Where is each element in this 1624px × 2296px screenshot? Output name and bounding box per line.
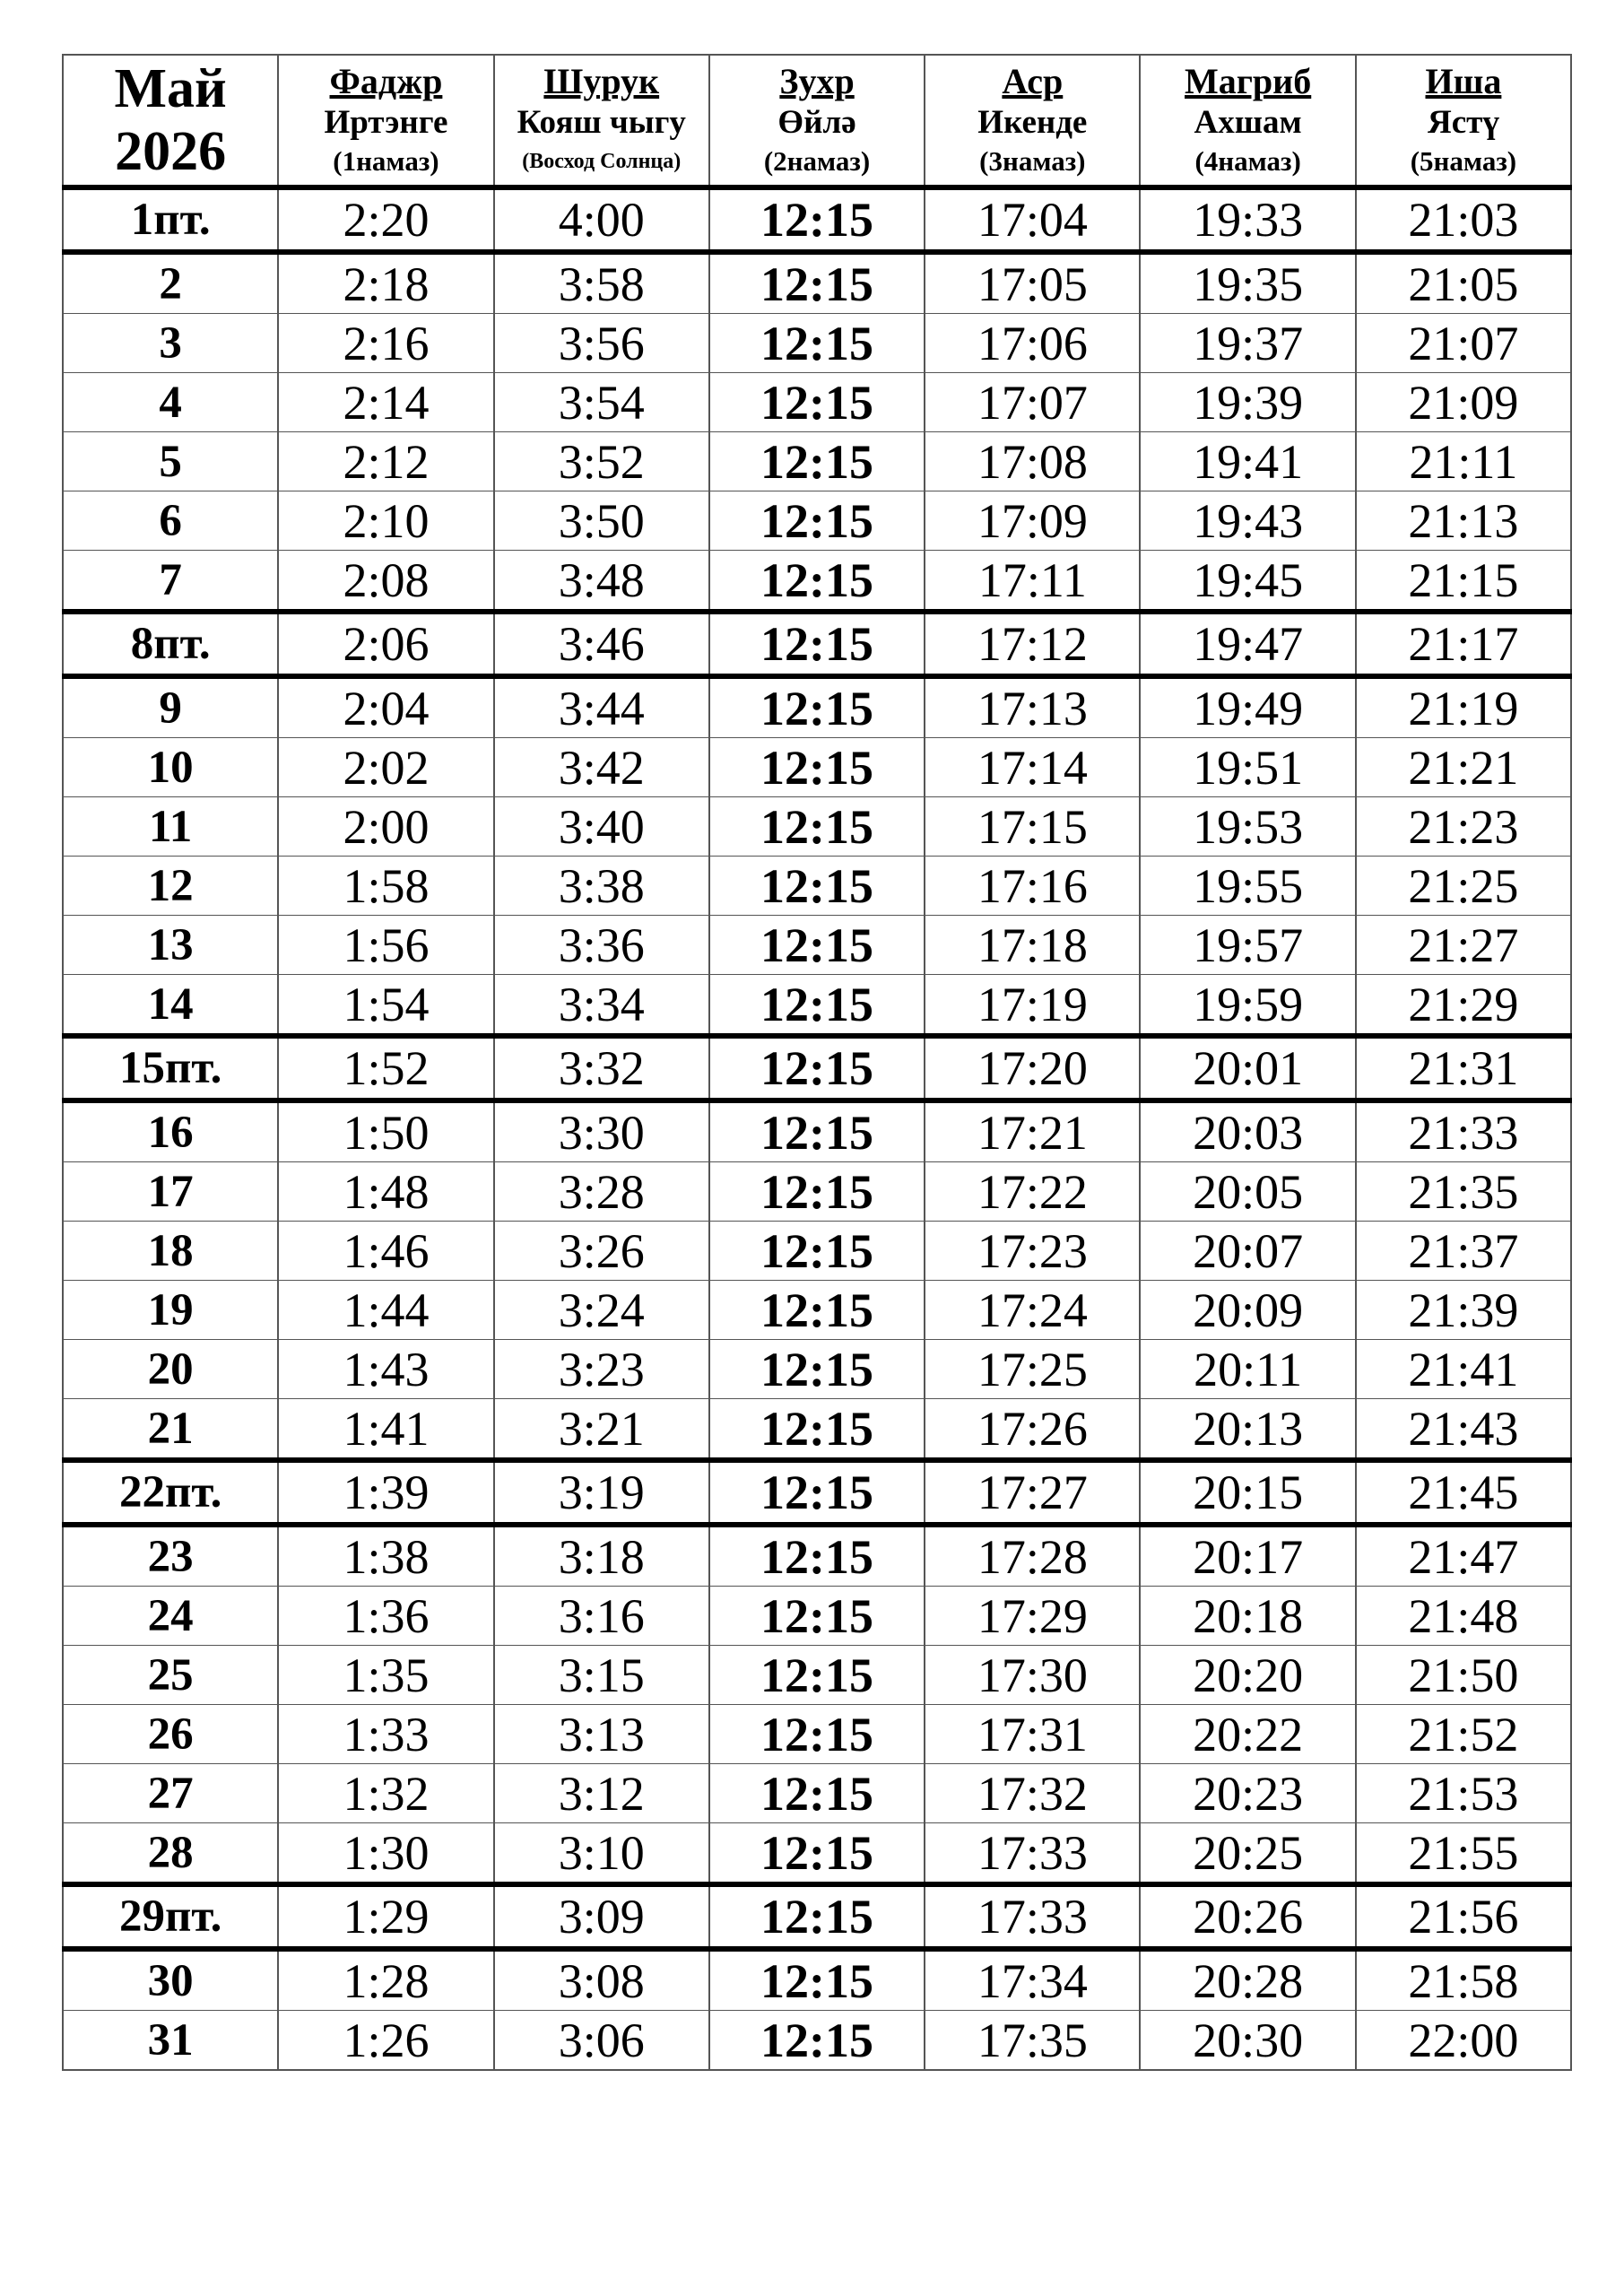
asr-time-cell: 17:33 <box>925 1823 1140 1885</box>
day-cell: 6 <box>63 491 278 551</box>
column-subtitle: (3намаз) <box>979 145 1086 177</box>
shuruq-time-cell: 3:56 <box>494 314 709 373</box>
asr-time-cell: 17:27 <box>925 1460 1140 1525</box>
asr-time-cell: 17:11 <box>925 551 1140 613</box>
fajr-time-cell: 1:50 <box>278 1100 493 1162</box>
maghrib-time-cell: 19:35 <box>1140 252 1355 314</box>
asr-time-cell: 17:14 <box>925 738 1140 797</box>
shuruq-time-cell: 3:06 <box>494 2011 709 2071</box>
table-row <box>63 916 1571 975</box>
shuruq-time-cell: 3:19 <box>494 1460 709 1525</box>
day-cell: 14 <box>63 975 278 1037</box>
day-cell: 5 <box>63 432 278 491</box>
maghrib-time-cell: 20:05 <box>1140 1162 1355 1222</box>
day-cell: 31 <box>63 2011 278 2071</box>
day-cell: 8пт. <box>63 612 278 676</box>
maghrib-time-cell: 19:33 <box>1140 187 1355 252</box>
column-alt-name: Икенде <box>977 104 1088 141</box>
fajr-time-cell: 1:32 <box>278 1764 493 1823</box>
day-cell: 2 <box>63 252 278 314</box>
maghrib-time-cell: 19:49 <box>1140 676 1355 738</box>
maghrib-time-cell: 19:59 <box>1140 975 1355 1037</box>
asr-time-cell: 17:20 <box>925 1036 1140 1100</box>
fajr-time-cell: 2:20 <box>278 187 493 252</box>
month-name: Май <box>114 58 227 119</box>
zuhr-time-cell: 12:15 <box>709 252 925 314</box>
table-row <box>63 1340 1571 1399</box>
day-cell: 9 <box>63 676 278 738</box>
isha-time-cell: 21:33 <box>1356 1100 1571 1162</box>
day-cell: 16 <box>63 1100 278 1162</box>
shuruq-time-cell: 3:58 <box>494 252 709 314</box>
fajr-time-cell: 1:38 <box>278 1525 493 1587</box>
fajr-time-cell: 2:10 <box>278 491 493 551</box>
day-cell: 21 <box>63 1399 278 1461</box>
month-header-cell <box>63 55 278 187</box>
asr-time-cell: 17:18 <box>925 916 1140 975</box>
zuhr-time-cell: 12:15 <box>709 1525 925 1587</box>
table-row <box>63 738 1571 797</box>
maghrib-time-cell: 19:41 <box>1140 432 1355 491</box>
column-name: Шурук <box>543 61 660 101</box>
maghrib-time-cell: 20:07 <box>1140 1222 1355 1281</box>
table-row <box>63 1281 1571 1340</box>
fajr-time-cell: 2:12 <box>278 432 493 491</box>
asr-time-cell: 17:15 <box>925 797 1140 857</box>
day-cell: 30 <box>63 1949 278 2011</box>
shuruq-time-cell: 3:28 <box>494 1162 709 1222</box>
zuhr-time-cell: 12:15 <box>709 1036 925 1100</box>
day-cell: 4 <box>63 373 278 432</box>
maghrib-time-cell: 19:39 <box>1140 373 1355 432</box>
day-cell: 17 <box>63 1162 278 1222</box>
day-cell: 27 <box>63 1764 278 1823</box>
column-header-asr <box>925 55 1140 187</box>
shuruq-time-cell: 3:08 <box>494 1949 709 2011</box>
zuhr-time-cell: 12:15 <box>709 1587 925 1646</box>
asr-time-cell: 17:06 <box>925 314 1140 373</box>
day-cell: 1пт. <box>63 187 278 252</box>
asr-time-cell: 17:30 <box>925 1646 1140 1705</box>
isha-time-cell: 21:13 <box>1356 491 1571 551</box>
day-cell: 11 <box>63 797 278 857</box>
column-alt-name: Ахшам <box>1194 104 1302 141</box>
zuhr-time-cell: 12:15 <box>709 1222 925 1281</box>
table-row <box>63 975 1571 1037</box>
isha-time-cell: 21:17 <box>1356 612 1571 676</box>
zuhr-time-cell: 12:15 <box>709 612 925 676</box>
column-alt-name: Өйлә <box>777 104 856 141</box>
maghrib-time-cell: 20:28 <box>1140 1949 1355 2011</box>
zuhr-time-cell: 12:15 <box>709 432 925 491</box>
shuruq-time-cell: 3:34 <box>494 975 709 1037</box>
year: 2026 <box>115 121 227 182</box>
isha-time-cell: 21:53 <box>1356 1764 1571 1823</box>
fajr-time-cell: 1:29 <box>278 1884 493 1949</box>
column-alt-name: Ястү <box>1428 104 1499 141</box>
fajr-time-cell: 1:44 <box>278 1281 493 1340</box>
asr-time-cell: 17:26 <box>925 1399 1140 1461</box>
table-row <box>63 1587 1571 1646</box>
isha-time-cell: 21:55 <box>1356 1823 1571 1885</box>
shuruq-time-cell: 3:12 <box>494 1764 709 1823</box>
isha-time-cell: 21:25 <box>1356 857 1571 916</box>
day-cell: 3 <box>63 314 278 373</box>
fajr-time-cell: 2:06 <box>278 612 493 676</box>
asr-time-cell: 17:34 <box>925 1949 1140 2011</box>
shuruq-time-cell: 3:40 <box>494 797 709 857</box>
table-row <box>63 252 1571 314</box>
asr-time-cell: 17:31 <box>925 1705 1140 1764</box>
shuruq-time-cell: 3:38 <box>494 857 709 916</box>
isha-time-cell: 21:48 <box>1356 1587 1571 1646</box>
isha-time-cell: 21:19 <box>1356 676 1571 738</box>
asr-time-cell: 17:05 <box>925 252 1140 314</box>
day-cell: 23 <box>63 1525 278 1587</box>
shuruq-time-cell: 3:16 <box>494 1587 709 1646</box>
zuhr-time-cell: 12:15 <box>709 1100 925 1162</box>
shuruq-time-cell: 3:23 <box>494 1340 709 1399</box>
table-row <box>63 373 1571 432</box>
day-cell: 24 <box>63 1587 278 1646</box>
header-row <box>63 55 1571 187</box>
asr-time-cell: 17:07 <box>925 373 1140 432</box>
isha-time-cell: 21:52 <box>1356 1705 1571 1764</box>
shuruq-time-cell: 3:21 <box>494 1399 709 1461</box>
isha-time-cell: 21:03 <box>1356 187 1571 252</box>
shuruq-time-cell: 3:44 <box>494 676 709 738</box>
fajr-time-cell: 1:26 <box>278 2011 493 2071</box>
asr-time-cell: 17:08 <box>925 432 1140 491</box>
maghrib-time-cell: 19:55 <box>1140 857 1355 916</box>
zuhr-time-cell: 12:15 <box>709 2011 925 2071</box>
fajr-time-cell: 1:58 <box>278 857 493 916</box>
isha-time-cell: 21:58 <box>1356 1949 1571 2011</box>
asr-time-cell: 17:25 <box>925 1340 1140 1399</box>
fajr-time-cell: 2:02 <box>278 738 493 797</box>
fajr-time-cell: 1:30 <box>278 1823 493 1885</box>
column-alt-name: Иртэнге <box>324 104 448 141</box>
column-name: Аср <box>1002 61 1064 101</box>
shuruq-time-cell: 3:26 <box>494 1222 709 1281</box>
table-row <box>63 1222 1571 1281</box>
isha-time-cell: 21:35 <box>1356 1162 1571 1222</box>
zuhr-time-cell: 12:15 <box>709 491 925 551</box>
day-cell: 20 <box>63 1340 278 1399</box>
asr-time-cell: 17:33 <box>925 1884 1140 1949</box>
asr-time-cell: 17:13 <box>925 676 1140 738</box>
table-row <box>63 676 1571 738</box>
column-header-isha <box>1356 55 1571 187</box>
column-name: Зухр <box>779 61 855 101</box>
maghrib-time-cell: 19:37 <box>1140 314 1355 373</box>
maghrib-time-cell: 19:43 <box>1140 491 1355 551</box>
isha-time-cell: 21:23 <box>1356 797 1571 857</box>
day-cell: 29пт. <box>63 1884 278 1949</box>
column-subtitle: (5намаз) <box>1410 145 1517 177</box>
column-header-zuhr <box>709 55 925 187</box>
maghrib-time-cell: 20:20 <box>1140 1646 1355 1705</box>
zuhr-time-cell: 12:15 <box>709 1460 925 1525</box>
shuruq-time-cell: 3:18 <box>494 1525 709 1587</box>
isha-time-cell: 21:11 <box>1356 432 1571 491</box>
zuhr-time-cell: 12:15 <box>709 1162 925 1222</box>
asr-time-cell: 17:23 <box>925 1222 1140 1281</box>
column-header-shuruq <box>494 55 709 187</box>
fajr-time-cell: 1:56 <box>278 916 493 975</box>
isha-time-cell: 21:07 <box>1356 314 1571 373</box>
day-cell: 18 <box>63 1222 278 1281</box>
fajr-time-cell: 2:00 <box>278 797 493 857</box>
zuhr-time-cell: 12:15 <box>709 373 925 432</box>
isha-time-cell: 21:43 <box>1356 1399 1571 1461</box>
prayer-timetable <box>62 54 1572 2071</box>
table-row <box>63 551 1571 613</box>
zuhr-time-cell: 12:15 <box>709 1646 925 1705</box>
table-row <box>63 1399 1571 1461</box>
shuruq-time-cell: 3:54 <box>494 373 709 432</box>
friday-row <box>63 1460 1571 1525</box>
isha-time-cell: 21:31 <box>1356 1036 1571 1100</box>
zuhr-time-cell: 12:15 <box>709 1884 925 1949</box>
fajr-time-cell: 1:54 <box>278 975 493 1037</box>
day-cell: 28 <box>63 1823 278 1885</box>
fajr-time-cell: 1:48 <box>278 1162 493 1222</box>
shuruq-time-cell: 3:13 <box>494 1705 709 1764</box>
column-subtitle: (4намаз) <box>1194 145 1301 177</box>
isha-time-cell: 21:37 <box>1356 1222 1571 1281</box>
table-row <box>63 2011 1571 2071</box>
zuhr-time-cell: 12:15 <box>709 1705 925 1764</box>
maghrib-time-cell: 20:17 <box>1140 1525 1355 1587</box>
maghrib-time-cell: 20:23 <box>1140 1764 1355 1823</box>
maghrib-time-cell: 19:53 <box>1140 797 1355 857</box>
column-name: Иша <box>1425 61 1502 101</box>
maghrib-time-cell: 20:03 <box>1140 1100 1355 1162</box>
asr-time-cell: 17:29 <box>925 1587 1140 1646</box>
asr-time-cell: 17:04 <box>925 187 1140 252</box>
table-row <box>63 1764 1571 1823</box>
shuruq-time-cell: 3:42 <box>494 738 709 797</box>
fajr-time-cell: 1:39 <box>278 1460 493 1525</box>
friday-row <box>63 612 1571 676</box>
zuhr-time-cell: 12:15 <box>709 1340 925 1399</box>
table-row <box>63 857 1571 916</box>
friday-row <box>63 1036 1571 1100</box>
asr-time-cell: 17:35 <box>925 2011 1140 2071</box>
column-alt-name: Кояш чыгу <box>517 104 686 141</box>
asr-time-cell: 17:19 <box>925 975 1140 1037</box>
zuhr-time-cell: 12:15 <box>709 551 925 613</box>
fajr-time-cell: 1:52 <box>278 1036 493 1100</box>
shuruq-time-cell: 3:10 <box>494 1823 709 1885</box>
maghrib-time-cell: 20:22 <box>1140 1705 1355 1764</box>
table-row <box>63 1100 1571 1162</box>
maghrib-time-cell: 20:30 <box>1140 2011 1355 2071</box>
shuruq-time-cell: 3:32 <box>494 1036 709 1100</box>
fajr-time-cell: 1:46 <box>278 1222 493 1281</box>
fajr-time-cell: 2:18 <box>278 252 493 314</box>
zuhr-time-cell: 12:15 <box>709 1949 925 2011</box>
zuhr-time-cell: 12:15 <box>709 1281 925 1340</box>
zuhr-time-cell: 12:15 <box>709 676 925 738</box>
isha-time-cell: 21:45 <box>1356 1460 1571 1525</box>
column-name: Магриб <box>1185 61 1312 101</box>
day-cell: 26 <box>63 1705 278 1764</box>
fajr-time-cell: 1:36 <box>278 1587 493 1646</box>
isha-time-cell: 21:39 <box>1356 1281 1571 1340</box>
column-subtitle: (Восход Солнца) <box>522 150 682 173</box>
column-header-maghrib <box>1140 55 1355 187</box>
zuhr-time-cell: 12:15 <box>709 975 925 1037</box>
table-row <box>63 1525 1571 1587</box>
column-name: Фаджр <box>329 61 443 101</box>
table-row <box>63 1705 1571 1764</box>
shuruq-time-cell: 4:00 <box>494 187 709 252</box>
isha-time-cell: 21:27 <box>1356 916 1571 975</box>
asr-time-cell: 17:32 <box>925 1764 1140 1823</box>
asr-time-cell: 17:28 <box>925 1525 1140 1587</box>
zuhr-time-cell: 12:15 <box>709 1399 925 1461</box>
isha-time-cell: 21:29 <box>1356 975 1571 1037</box>
maghrib-time-cell: 20:26 <box>1140 1884 1355 1949</box>
asr-time-cell: 17:16 <box>925 857 1140 916</box>
day-cell: 13 <box>63 916 278 975</box>
timetable-body <box>63 187 1571 2070</box>
isha-time-cell: 21:41 <box>1356 1340 1571 1399</box>
day-cell: 12 <box>63 857 278 916</box>
table-row <box>63 797 1571 857</box>
fajr-time-cell: 1:43 <box>278 1340 493 1399</box>
zuhr-time-cell: 12:15 <box>709 916 925 975</box>
isha-time-cell: 21:47 <box>1356 1525 1571 1587</box>
isha-time-cell: 21:09 <box>1356 373 1571 432</box>
table-row <box>63 1162 1571 1222</box>
column-header-fajr <box>278 55 493 187</box>
maghrib-time-cell: 20:18 <box>1140 1587 1355 1646</box>
table-row <box>63 1646 1571 1705</box>
isha-time-cell: 21:15 <box>1356 551 1571 613</box>
shuruq-time-cell: 3:09 <box>494 1884 709 1949</box>
fajr-time-cell: 2:16 <box>278 314 493 373</box>
maghrib-time-cell: 20:13 <box>1140 1399 1355 1461</box>
day-cell: 7 <box>63 551 278 613</box>
fajr-time-cell: 1:33 <box>278 1705 493 1764</box>
table-row <box>63 1823 1571 1885</box>
asr-time-cell: 17:24 <box>925 1281 1140 1340</box>
fajr-time-cell: 2:14 <box>278 373 493 432</box>
maghrib-time-cell: 19:47 <box>1140 612 1355 676</box>
shuruq-time-cell: 3:15 <box>494 1646 709 1705</box>
table-row <box>63 432 1571 491</box>
asr-time-cell: 17:22 <box>925 1162 1140 1222</box>
table-row <box>63 314 1571 373</box>
isha-time-cell: 21:21 <box>1356 738 1571 797</box>
column-subtitle: (2намаз) <box>763 145 871 177</box>
day-cell: 10 <box>63 738 278 797</box>
friday-row <box>63 1884 1571 1949</box>
asr-time-cell: 17:09 <box>925 491 1140 551</box>
fajr-time-cell: 1:41 <box>278 1399 493 1461</box>
table-row <box>63 491 1571 551</box>
maghrib-time-cell: 20:01 <box>1140 1036 1355 1100</box>
shuruq-time-cell: 3:46 <box>494 612 709 676</box>
isha-time-cell: 21:56 <box>1356 1884 1571 1949</box>
zuhr-time-cell: 12:15 <box>709 797 925 857</box>
isha-time-cell: 21:50 <box>1356 1646 1571 1705</box>
shuruq-time-cell: 3:36 <box>494 916 709 975</box>
fajr-time-cell: 1:28 <box>278 1949 493 2011</box>
day-cell: 22пт. <box>63 1460 278 1525</box>
fajr-time-cell: 1:35 <box>278 1646 493 1705</box>
day-cell: 19 <box>63 1281 278 1340</box>
maghrib-time-cell: 19:51 <box>1140 738 1355 797</box>
maghrib-time-cell: 19:45 <box>1140 551 1355 613</box>
friday-row <box>63 187 1571 252</box>
maghrib-time-cell: 20:09 <box>1140 1281 1355 1340</box>
isha-time-cell: 21:05 <box>1356 252 1571 314</box>
column-subtitle: (1намаз) <box>333 145 439 177</box>
asr-time-cell: 17:21 <box>925 1100 1140 1162</box>
maghrib-time-cell: 20:25 <box>1140 1823 1355 1885</box>
day-cell: 25 <box>63 1646 278 1705</box>
fajr-time-cell: 2:08 <box>278 551 493 613</box>
shuruq-time-cell: 3:24 <box>494 1281 709 1340</box>
maghrib-time-cell: 20:15 <box>1140 1460 1355 1525</box>
zuhr-time-cell: 12:15 <box>709 1823 925 1885</box>
shuruq-time-cell: 3:52 <box>494 432 709 491</box>
fajr-time-cell: 2:04 <box>278 676 493 738</box>
shuruq-time-cell: 3:50 <box>494 491 709 551</box>
shuruq-time-cell: 3:48 <box>494 551 709 613</box>
zuhr-time-cell: 12:15 <box>709 314 925 373</box>
zuhr-time-cell: 12:15 <box>709 857 925 916</box>
timetable-header <box>63 55 1571 187</box>
maghrib-time-cell: 19:57 <box>1140 916 1355 975</box>
table-row <box>63 1949 1571 2011</box>
zuhr-time-cell: 12:15 <box>709 1764 925 1823</box>
day-cell: 15пт. <box>63 1036 278 1100</box>
asr-time-cell: 17:12 <box>925 612 1140 676</box>
maghrib-time-cell: 20:11 <box>1140 1340 1355 1399</box>
zuhr-time-cell: 12:15 <box>709 738 925 797</box>
isha-time-cell: 22:00 <box>1356 2011 1571 2071</box>
zuhr-time-cell: 12:15 <box>709 187 925 252</box>
shuruq-time-cell: 3:30 <box>494 1100 709 1162</box>
